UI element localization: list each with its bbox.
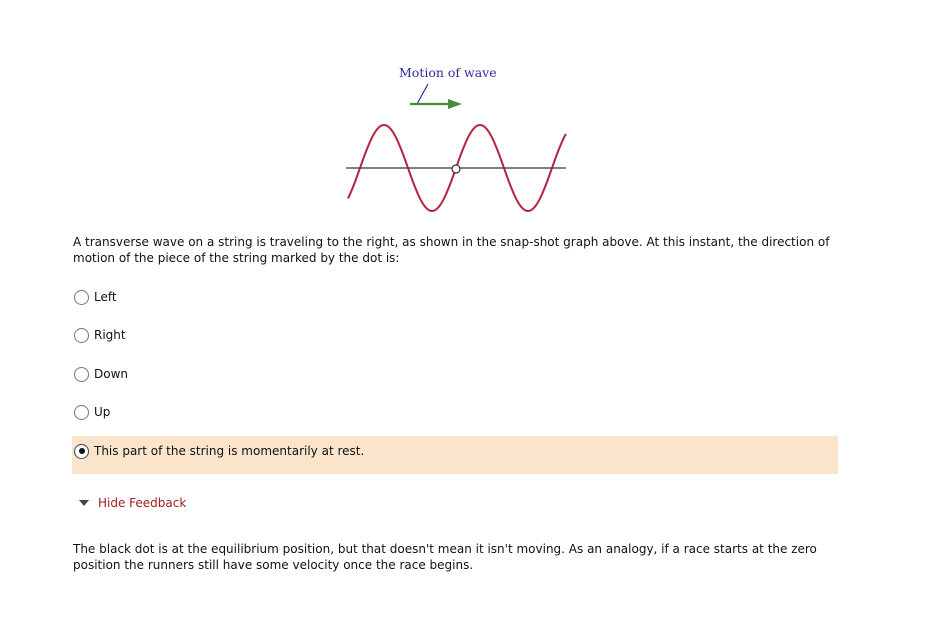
option-label: This part of the string is momentarily at rest. <box>94 444 365 458</box>
question-text: A transverse wave on a string is traveling to the right, as shown in the snap-shot graph above. At this instant, the direction of motion of the piece of the string marked by the dot is: <box>73 235 830 265</box>
hide-feedback-link[interactable]: Hide Feedback <box>98 496 187 510</box>
option-left[interactable] <box>74 287 117 307</box>
feedback-text: The black dot is at the equilibrium position, but that doesn't mean it isn't moving. As an analogy, if a race starts at the zero position the runners still have some velocity once the race begins. <box>73 542 817 572</box>
hide-feedback-toggle[interactable] <box>79 496 186 510</box>
option-label: Down <box>94 367 129 381</box>
motion-arrow-icon <box>448 99 462 109</box>
radio-icon[interactable] <box>74 328 89 343</box>
radio-selected-icon[interactable] <box>74 444 89 459</box>
option-label: Right <box>94 328 126 342</box>
marked-dot <box>452 165 460 173</box>
motion-of-wave-label: Motion of wave <box>399 65 497 80</box>
option-at-rest[interactable] <box>74 441 364 461</box>
option-label: Up <box>94 405 111 419</box>
option-up[interactable] <box>74 402 110 422</box>
wave-figure <box>340 60 580 220</box>
radio-icon[interactable] <box>74 405 89 420</box>
radio-icon[interactable] <box>74 290 89 305</box>
option-down[interactable] <box>74 364 128 384</box>
label-pointer-line <box>417 84 428 104</box>
option-label: Left <box>94 290 117 304</box>
option-right[interactable] <box>74 325 126 345</box>
triangle-down-icon <box>79 500 89 506</box>
radio-icon[interactable] <box>74 367 89 382</box>
